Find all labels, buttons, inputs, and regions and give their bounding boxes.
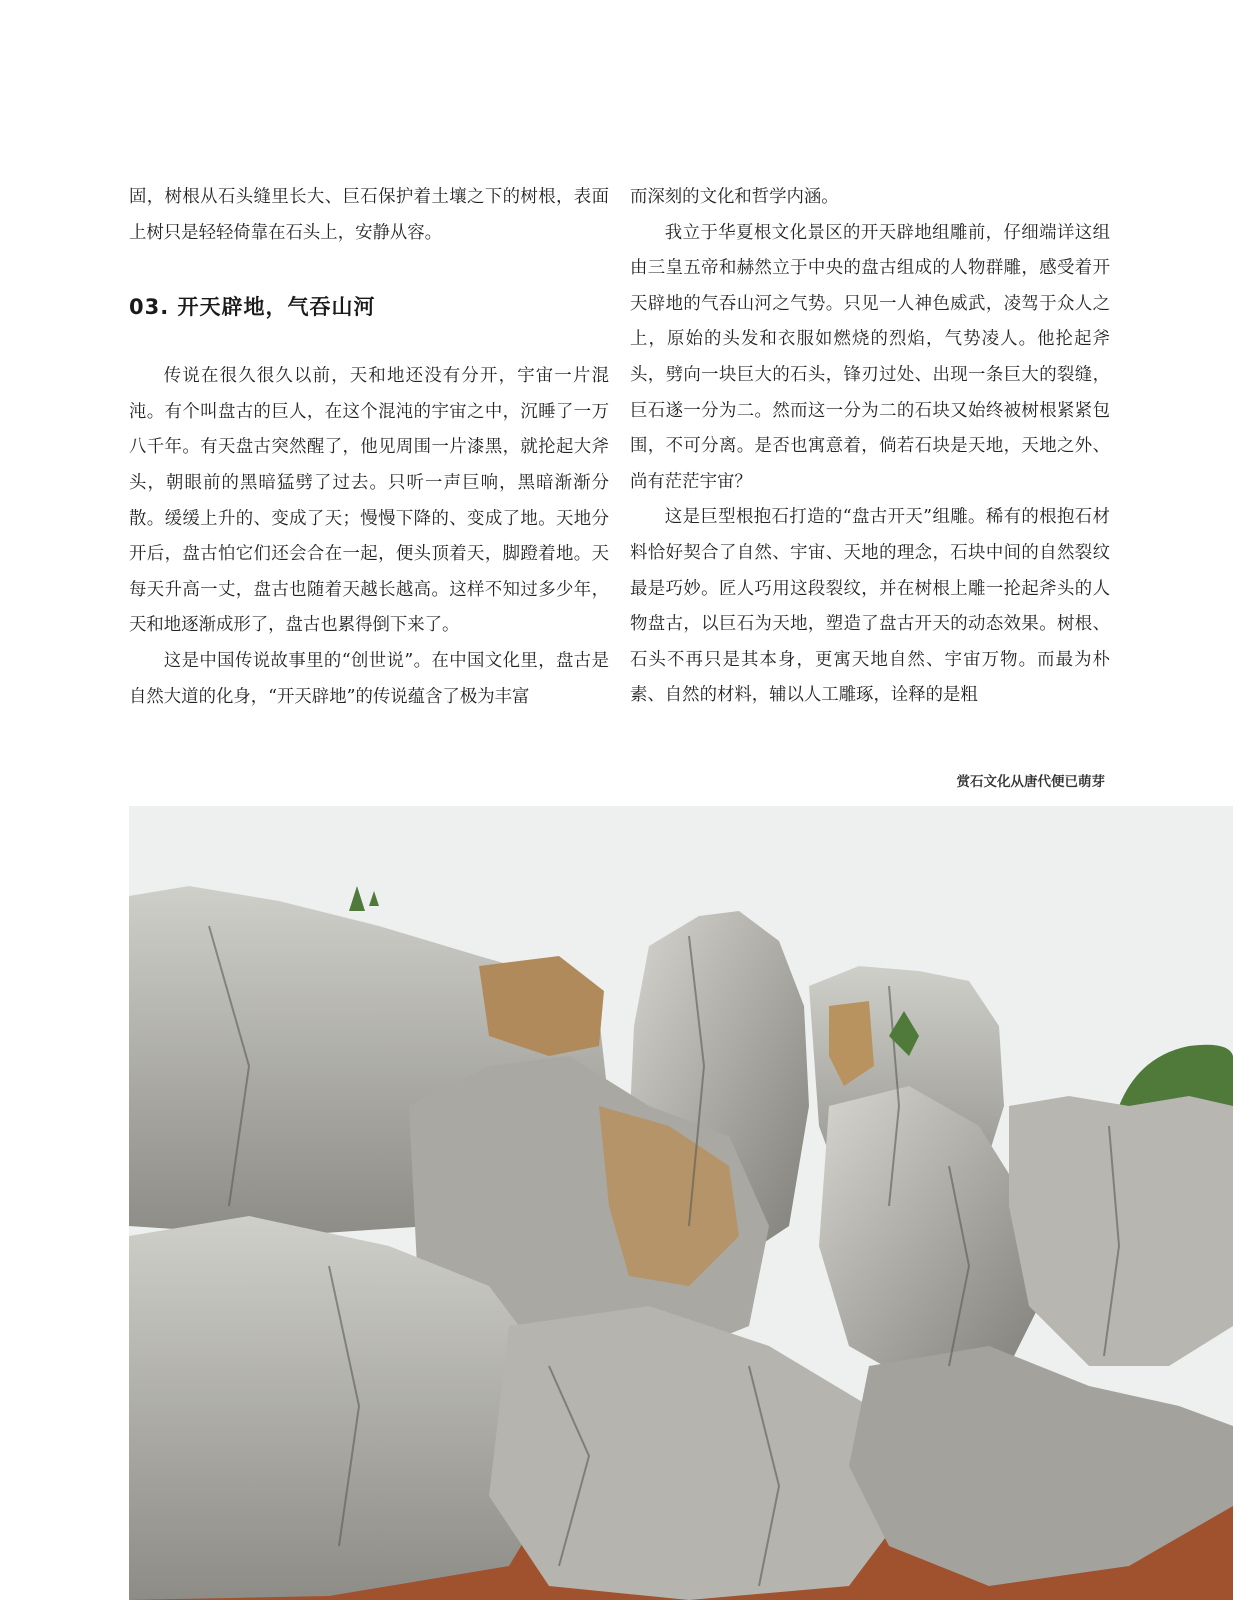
continued-paragraph: 固，树根从石头缝里长大、巨石保护着土壤之下的树根，表面上树只是轻轻倚靠在石头上，安静从容。 (129, 187, 609, 243)
rock-garden-photo (129, 806, 1233, 1600)
photo-caption: 赏石文化从唐代便已萌芽 (956, 774, 1105, 790)
section-heading: 03. 开天辟地，气吞山河 (129, 295, 376, 320)
body-paragraph: 这是巨型根抱石打造的“盘古开天”组雕。稀有的根抱石材料恰好契合了自然、宇宙、天地的理念，石块中间的自然裂纹最是巧妙。匠人巧用这段裂纹，并在树根上雕一抡起斧头的人物盘古，以巨石为天地，塑造了盘古开天的动态效果。树根、石头不再只是其本身，更寓天地自然、宇宙万物。而最为朴素、自然的材料，辅以人工雕琢，诠释的是粗 (630, 507, 1110, 706)
body-paragraph: 传说在很久很久以前，天和地还没有分开，宇宙一片混沌。有个叫盘古的巨人，在这个混沌的宇宙之中，沉睡了一万八千年。有天盘古突然醒了，他见周围一片漆黑，就抡起大斧头，朝眼前的黑暗猛劈了过去。只听一声巨响，黑暗渐渐分散。缓缓上升的、变成了天；慢慢下降的、变成了地。天地分开后，盘古怕它们还会合在一起，便头顶着天，脚蹬着地。天每天升高一丈，盘古也随着天越长越高。这样不知过多少年，天和地逐渐成形了，盘古也累得倒下来了。 (129, 366, 609, 636)
body-paragraph: 我立于华夏根文化景区的开天辟地组雕前，仔细端详这组由三皇五帝和赫然立于中央的盘古组成的人物群雕，感受着开天辟地的气吞山河之气势。只见一人神色威武，凌驾于众人之上，原始的头发和衣服如燃烧的烈焰，气势凌人。他抡起斧头，劈向一块巨大的石头，锋刃过处、出现一条巨大的裂缝，巨石遂一分为二。然而这一分为二的石块又始终被树根紧紧包围，不可分离。是否也寓意着，倘若石块是天地，天地之外、尚有茫茫宇宙？ (630, 222, 1110, 492)
continued-paragraph: 而深刻的文化和哲学内涵。 (630, 187, 839, 207)
rock-garden-illustration (129, 806, 1233, 1600)
body-paragraph: 这是中国传说故事里的“创世说”。在中国文化里，盘古是自然大道的化身，“开天辟地”的传说蕴含了极为丰富 (129, 650, 609, 707)
right-text-column (630, 180, 1110, 714)
left-text-column (129, 180, 609, 715)
